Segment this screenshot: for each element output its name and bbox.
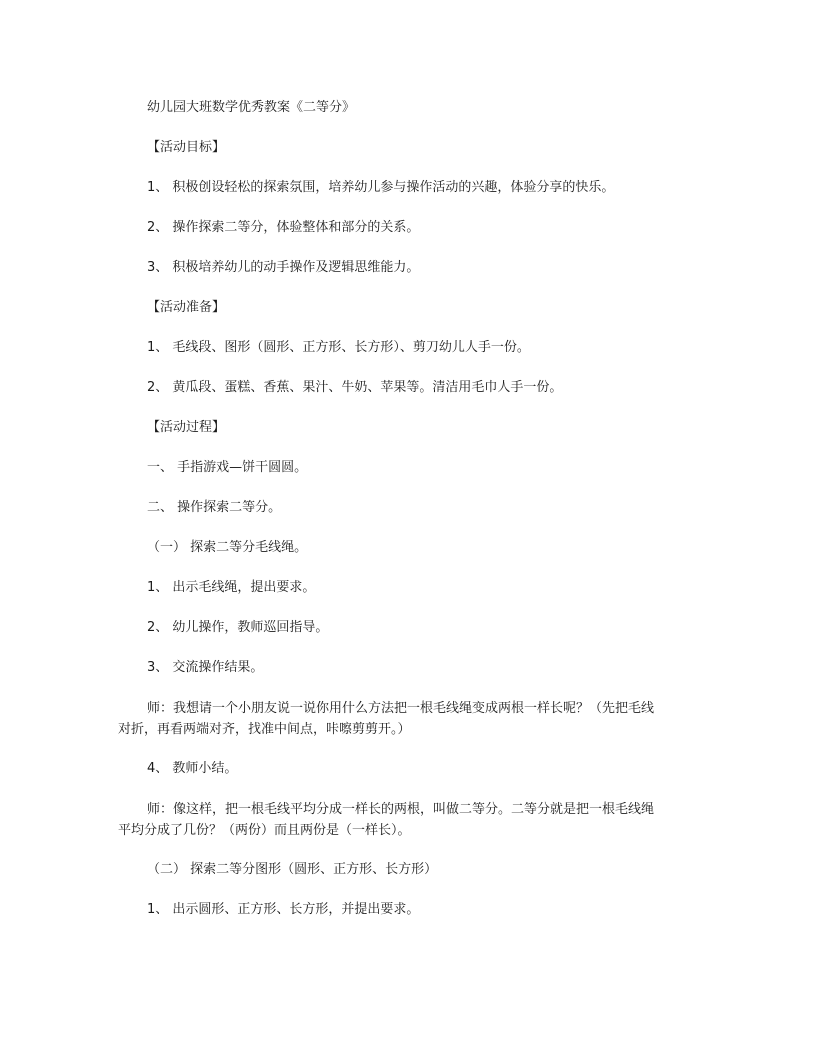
- section-heading-process: 【活动过程】: [147, 420, 226, 435]
- shapes-item-1: 1、 出示圆形、正方形、长方形，并提出要求。: [147, 902, 420, 917]
- prep-item-2: 2、 黄瓜段、蛋糕、香蕉、果汁、牛奶、苹果等。清洁用毛巾人手一份。: [147, 380, 563, 395]
- section-heading-goals: 【活动目标】: [147, 140, 226, 155]
- goal-item-1: 1、 积极创设轻松的探索氛围，培养幼儿参与操作活动的兴趣，体验分享的快乐。: [147, 180, 615, 195]
- teacher-question-line-1: 师：我想请一个小朋友说一说你用什么方法把一根毛线绳变成两根一样长呢？（先把毛线: [147, 701, 655, 716]
- process-subheading-2: （二） 探索二等分图形（圆形、正方形、长方形）: [147, 862, 438, 877]
- goal-item-3: 3、 积极培养幼儿的动手操作及逻辑思维能力。: [147, 260, 420, 275]
- document-content: [118, 98, 707, 940]
- goal-item-2: 2、 操作探索二等分，体验整体和部分的关系。: [147, 220, 420, 235]
- teacher-summary-line-1: 师：像这样，把一根毛线平均分成一样长的两根，叫做二等分。二等分就是把一根毛线绳: [147, 802, 655, 817]
- process-sub-item-2: 2、 幼儿操作，教师巡回指导。: [147, 620, 329, 635]
- teacher-question-line-2: 对折，再看两端对齐，找准中间点，咔嚓剪剪开。）: [118, 722, 411, 737]
- process-sub-item-3: 3、 交流操作结果。: [147, 660, 264, 675]
- teacher-summary-paragraph: [118, 799, 707, 841]
- document-title: 幼儿园大班数学优秀教案《二等分》: [147, 100, 356, 115]
- section-heading-preparation: 【活动准备】: [147, 300, 226, 315]
- process-step-1: 一、 手指游戏—饼干圆圆。: [147, 460, 308, 475]
- process-subheading-1: （一） 探索二等分毛线绳。: [147, 540, 308, 555]
- process-step-2: 二、 操作探索二等分。: [147, 500, 282, 515]
- teacher-summary-item: 4、 教师小结。: [147, 761, 238, 776]
- teacher-question-paragraph: [118, 698, 707, 740]
- prep-item-1: 1、 毛线段、图形（圆形、正方形、长方形）、剪刀幼儿人手一份。: [147, 340, 530, 355]
- process-sub-item-1: 1、 出示毛线绳，提出要求。: [147, 580, 316, 595]
- teacher-summary-line-2: 平均分成了几份？（两份）而且两份是（一样长）。: [118, 823, 411, 838]
